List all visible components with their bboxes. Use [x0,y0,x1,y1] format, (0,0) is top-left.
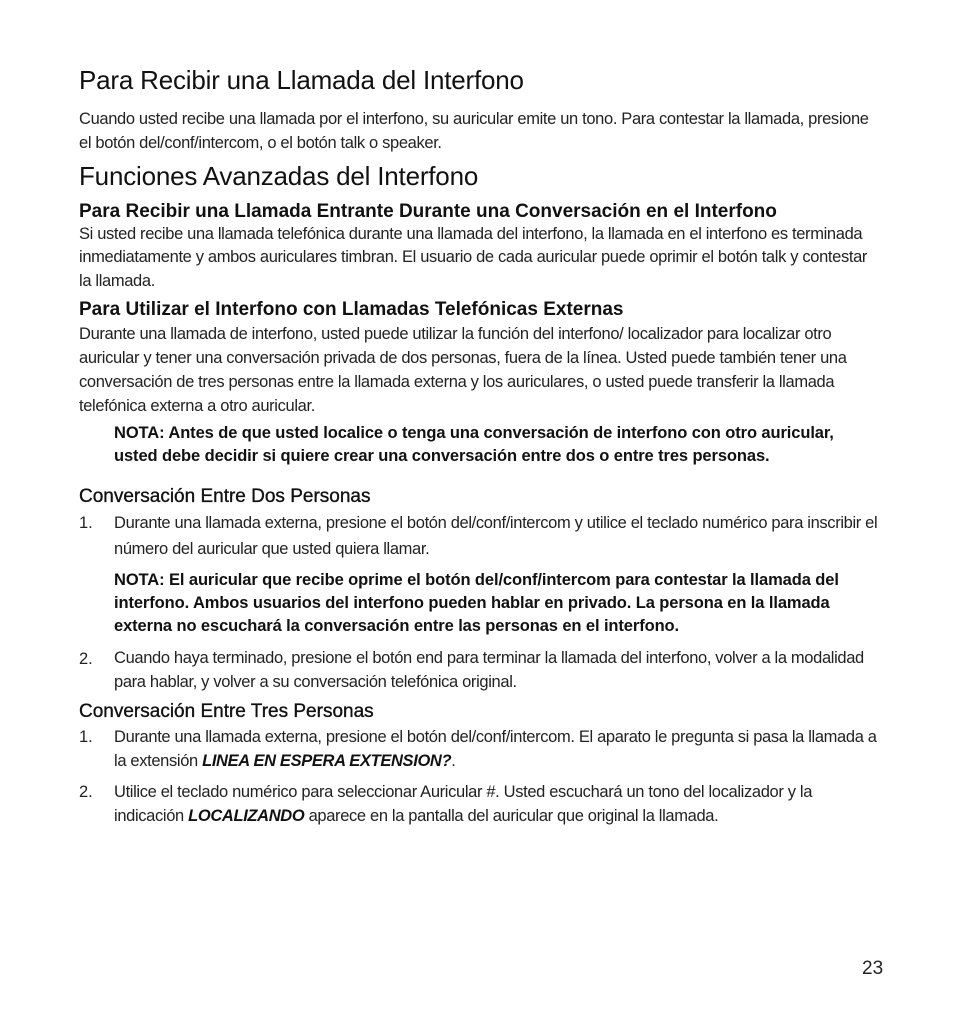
step-text-pre: Utilice el teclado numérico para seleccionar Auricular #. Usted escuchará un tono del localizador y la indicación [114,783,813,826]
section-heading-receive-intercom: Para Recibir una Llamada del Interfono [79,65,524,95]
subheading-incoming-call: Para Recibir una Llamada Entrante Durante una Conversación en el Interfono [79,200,777,222]
step-text: Durante una llamada externa, presione el botón del/conf/intercom y utilice el teclado numérico para inscribir el número del auricular que usted quiera llamar. [114,514,878,558]
step-text-post: aparece en la pantalla del auricular que original la llamada. [304,807,719,826]
list-number: 2. [79,650,93,669]
section-heading-advanced-functions: Funciones Avanzadas del Interfono [79,160,479,191]
incoming-call-paragraph: Si usted recibe una llamada telefónica durante una llamada del interfono, la llamada en el interfono es terminada inmediatamente y ambos auriculares timbran. El usuario de cada auricular puede oprimir el botón talk y contestar la llamada. [79,224,868,290]
receive-intercom-paragraph: Cuando usted recibe una llamada por el interfono, su auricular emite un tono. Para contestar la llamada, presione el botón del/conf/intercom, o el botón talk o speaker. [79,109,869,152]
step-text [114,780,879,828]
list-number: 2. [79,783,93,802]
list-item [79,780,879,828]
two-person-steps [79,511,879,562]
two-person-steps-continued [79,647,879,694]
display-message-line-on-hold: LINEA EN ESPERA EXTENSION? [202,752,452,771]
list-number: 1. [79,728,93,747]
step-text: Cuando haya terminado, presione el botón end para terminar la llamada del interfono, volver a la modalidad para hablar, y volver a su conversación telefónica original. [114,649,864,691]
three-person-steps [79,725,879,828]
list-item [79,647,879,694]
note-receiving-handset: NOTA: El auricular que recibe oprime el botón del/conf/intercom para contestar la llamada del interfono. Ambos usuarios del interfono pueden hablar en privado. La persona en la llamada externa no escuchará la conversación entre las personas en el interfono. [114,571,839,636]
subheading-three-person: Conversación Entre Tres Personas [79,701,374,723]
page-content [79,66,879,828]
list-number: 1. [79,514,93,533]
display-message-paging: LOCALIZANDO [188,807,305,826]
step-text-post: . [451,752,456,771]
external-calls-paragraph: Durante una llamada de interfono, usted puede utilizar la función del interfono/ localizador para localizar otro auricular y tener una conversación privada de dos personas, fuera de la línea. Usted puede también tener una conversación de tres personas entre la llamada externa y los auriculares, o usted puede transferir la llamada telefónica externa a otro auricular. [79,324,847,415]
note-before-paging: NOTA: Antes de que usted localice o tenga una conversación de interfono con otro auricular, usted debe decidir si quiere crear una conversación entre dos o entre tres personas. [114,423,834,465]
step-text-pre: Durante una llamada externa, presione el botón del/conf/intercom. El aparato le pregunta si pasa la llamada a la extensión [114,728,877,771]
page-number: 23 [862,958,884,979]
subheading-two-person: Conversación Entre Dos Personas [79,485,371,507]
subheading-external-calls: Para Utilizar el Interfono con Llamadas Telefónicas Externas [79,299,624,321]
list-item [79,725,879,773]
step-text [114,725,879,773]
list-item [79,511,879,562]
